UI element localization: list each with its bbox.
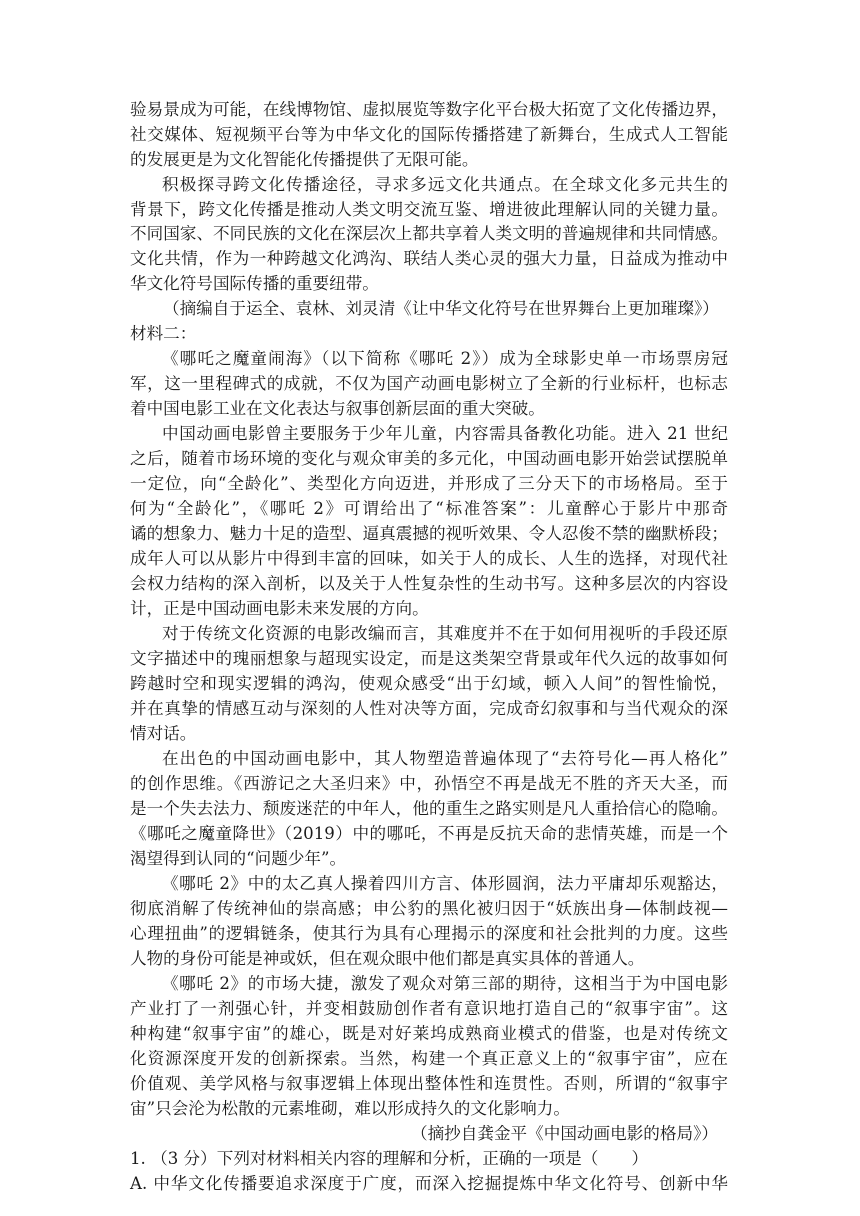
text-line: 是一个失去法力、颓废迷茫的中年人，他的重生之路实则是凡人重拾信心的隐喻。 [130, 799, 728, 818]
text-line: 心理扭曲”的逻辑链条，使其行为具有心理揭示的深度和社会批判的力度。这些 [130, 924, 728, 943]
answer-option-a: A. 中华文化传播要追求深度于广度，而深入挖掘提炼中华文化符号、创新中华 [130, 1174, 728, 1193]
text-line: 人物的身份可能是神或妖，但在观众眼中他们都是真实具体的普通人。 [130, 949, 645, 968]
text-line: 《哪吒之魔童闹海》（以下简称《哪吒 2》）成为全球影史单一市场票房冠 [162, 349, 728, 368]
text-line: 情对话。 [130, 724, 197, 743]
text-line: 并在真挚的情感互动与深刻的人性对决等方面，完成奇幻叙事和与当代观众的深 [130, 699, 728, 718]
text-line: 产业打了一剂强心针，并变相鼓励创作者有意识地打造自己的“叙事宇宙”。这 [130, 999, 728, 1018]
text-line: 成年人可以从影片中得到丰富的回味，如关于人的成长、人生的选择，对现代社 [130, 549, 728, 568]
section-heading: 材料二： [130, 324, 197, 343]
text-line: 着中国电影工业在文化表达与叙事创新层面的重大突破。 [130, 399, 545, 418]
text-line: 华文化符号国际传播的重要纽带。 [130, 274, 379, 293]
text-line: 价值观、美学风格与叙事逻辑上体现出整体性和连贯性。否则，所谓的“叙事宇 [130, 1074, 728, 1093]
source-citation: （摘编自于运全、袁林、刘灵清《让中华文化符号在世界舞台上更加璀璨》） [163, 299, 719, 318]
text-line: 一定位，向“全龄化”、类型化方向迈进，并形成了三分天下的市场格局。至于 [130, 474, 728, 493]
text-line: 化资源深度开发的创新探索。当然，构建一个真正意义上的“叙事宇宙”，应在 [130, 1049, 728, 1068]
text-line: 《哪吒 2》中的太乙真人操着四川方言、体形圆润，法力平庸却乐观豁达， [162, 874, 728, 893]
text-line: 在出色的中国动画电影中，其人物塑造普遍体现了“去符号化—再人格化” [162, 749, 728, 768]
text-line: 彻底消解了传统神仙的崇高感；申公豹的黑化被归因于“妖族出身—体制歧视— [130, 899, 728, 918]
text-line: 军，这一里程碑式的成就，不仅为国产动画电影树立了全新的行业标杆，也标志 [130, 374, 728, 393]
text-line: 渴望得到认同的“问题少年”。 [130, 849, 347, 868]
text-line: 社交媒体、短视频平台等为中华文化的国际传播搭建了新舞台，生成式人工智能 [130, 125, 728, 144]
text-line: 宙”只会沦为松散的元素堆砌，难以形成持久的文化影响力。 [130, 1099, 570, 1118]
text-line: 何为“全龄化”，《哪吒 2》可谓给出了“标准答案”：儿童醉心于影片中那奇 [130, 499, 728, 518]
text-line: 对于传统文化资源的电影改编而言，其难度并不在于如何用视听的手段还原 [162, 624, 728, 643]
text-line: 的创作思维。《西游记之大圣归来》中，孙悟空不再是战无不胜的齐天大圣，而 [130, 774, 728, 793]
text-line: 验易景成为可能，在线博物馆、虚拟展览等数字化平台极大拓宽了文化传播边界， [130, 100, 728, 119]
text-line: 跨越时空和现实逻辑的鸿沟，使观众感受“出于幻域，顿入人间”的智性愉悦， [130, 674, 728, 693]
text-line: 的发展更是为文化智能化传播提供了无限可能。 [130, 150, 479, 169]
text-line: 《哪吒之魔童降世》（2019）中的哪吒，不再是反抗天命的悲情英雄，而是一个 [130, 824, 728, 843]
text-line: 文字描述中的瑰丽想象与超现实设定，而是这类架空背景或年代久远的故事如何 [130, 649, 728, 668]
text-line: 背景下，跨文化传播是推动人类文明交流互鉴、增进彼此理解认同的关键力量。 [130, 200, 728, 219]
text-line: 《哪吒 2》的市场大捷，激发了观众对第三部的期待，这相当于为中国电影 [162, 974, 728, 993]
text-line: 谲的想象力、魅力十足的造型、逼真震撼的视听效果、令人忍俊不禁的幽默桥段； [130, 524, 728, 543]
text-line: 之后，随着市场环境的变化与观众审美的多元化，中国动画电影开始尝试摆脱单 [130, 449, 728, 468]
text-line: 不同国家、不同民族的文化在深层次上都共享着人类文明的普遍规律和共同情感。 [130, 224, 728, 243]
text-line: 计，正是中国动画电影未来发展的方向。 [130, 599, 429, 618]
text-line: 中国动画电影曾主要服务于少年儿童，内容需具备教化功能。进入 21 世纪 [162, 424, 728, 443]
source-citation: （摘抄自龚金平《中国动画电影的格局》） [411, 1124, 718, 1143]
question-stem: 1. （3 分）下列对材料相关内容的理解和分析，正确的一项是（ ） [130, 1149, 649, 1168]
text-line: 积极探寻跨文化传播途径，寻求多远文化共通点。在全球文化多元共生的 [162, 175, 728, 194]
text-line: 文化共情，作为一种跨越文化鸿沟、联结人类心灵的强大力量，日益成为推动中 [130, 249, 728, 268]
text-line: 种构建“叙事宇宙”的雄心，既是对好莱坞成熟商业模式的借鉴，也是对传统文 [130, 1024, 728, 1043]
text-line: 会权力结构的深入剖析，以及关于人性复杂性的生动书写。这种多层次的内容设 [130, 574, 728, 593]
